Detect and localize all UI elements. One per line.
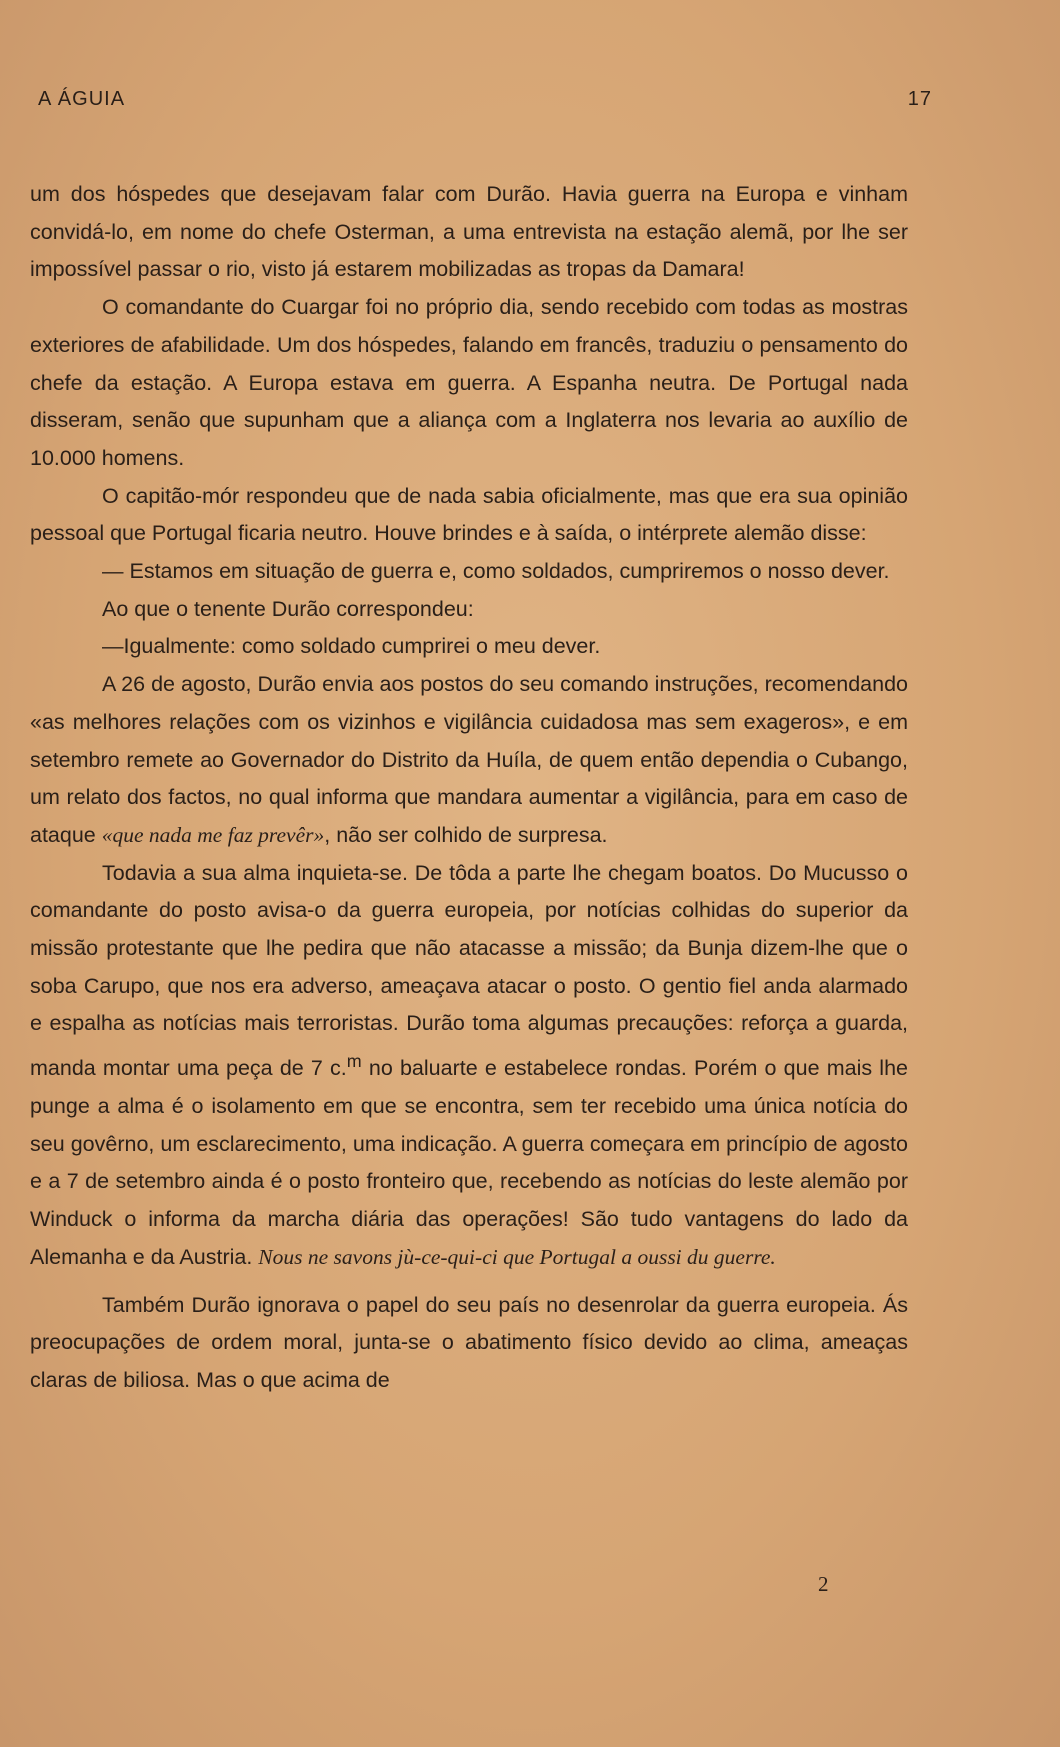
paragraph-5: Ao que o tenente Durão correspondeu: (102, 596, 474, 621)
paragraph-3: O capitão-mór respondeu que de nada sabia oficialmente, mas que era sua opinião pessoal que Portugal ficaria neutro. Houve brindes e à saída, o intérprete alemão disse: (30, 483, 908, 546)
paragraph-7-text: A 26 de agosto, Durão envia aos postos do seu comando instruções, recomendando «as melhores relações com os vizinhos e vigilância cuidadosa mas sem exageros», e em setembro remete ao Governador do Distrito da Huíla, de quem então dependia o Cubango, um relato dos factos, no qual informa que mandara aumentar a vigilância, para em caso de ataque (30, 672, 908, 847)
paragraph-8-text: Todavia a sua alma inquieta-se. De tôda a parte lhe chegam boatos. Do Mucusso o comandante do posto avisa-o da guerra europeia, por notícias colhidas do superior da missão protestante que lhe pedira que não atacasse a missão; da Bunja dizem-lhe que o soba Carupo, que nos era adverso, ameaçava atacar o posto. O gentio fiel anda alarmado e espalha as notícias mais terroristas. Durão toma algumas precauções: reforça a guarda, manda montar uma peça de 7 c. (30, 860, 908, 1081)
signature-mark: 2 (818, 1572, 829, 1596)
running-header (38, 88, 932, 111)
paragraph-8-superscript: m (346, 1051, 362, 1072)
paragraph-8-middle: no baluarte e estabelece rondas. Porém o que mais lhe punge a alma é o isolamento em que se encontra, sem ter recebido uma única notícia do seu govêrno, um esclarecimento, uma indicação. A guerra começara em princípio de agosto e a 7 de setembro ainda é o posto fronteiro que, recebendo as notícias do leste alemão por Winduck o informa da marcha diária das operações! São tudo vantagens do lado da Alemanha e da Austria. (30, 1056, 908, 1269)
paragraph-7-end: , não ser colhido de surpresa. (324, 822, 608, 847)
body-text (30, 176, 908, 1400)
paragraph-7-italic: «que nada me faz prevêr» (101, 822, 325, 847)
paragraph-8-italic: Nous ne savons jù-ce-qui-ci que Portugal a oussi du guerre. (258, 1244, 776, 1269)
paragraph-4-dialogue: — Estamos em situação de guerra e, como soldados, cumpriremos o nosso dever. (102, 559, 890, 584)
paragraph-2: O comandante do Cuargar foi no próprio dia, sendo recebido com todas as mostras exteriores de afabilidade. Um dos hóspedes, falando em francês, traduziu o pensamento do chefe da estação. A Europa estava em guerra. A Espanha neutra. De Portugal nada disseram, senão que supunham que a aliança com a Inglaterra nos levaria ao auxílio de 10.000 homens. (30, 295, 908, 470)
paragraph-6-dialogue: —Igualmente: como soldado cumprirei o meu dever. (102, 634, 601, 659)
paragraph-7 (30, 666, 908, 855)
paragraph-9: Também Durão ignorava o papel do seu país no desenrolar da guerra europeia. Ás preocupações de ordem moral, junta-se o abatimento físico devido ao clima, ameaças claras de biliosa. Mas o que acima de (30, 1292, 908, 1392)
running-title: A ÁGUIA (38, 88, 126, 110)
paragraph-1: um dos hóspedes que desejavam falar com Durão. Havia guerra na Europa e vinham convidá-lo, em nome do chefe Osterman, a uma entrevista na estação alemã, por lhe ser impossível passar o rio, visto já estarem mobilizadas as tropas da Damara! (30, 182, 908, 282)
page-number: 17 (907, 88, 932, 110)
paragraph-8 (30, 855, 908, 1277)
